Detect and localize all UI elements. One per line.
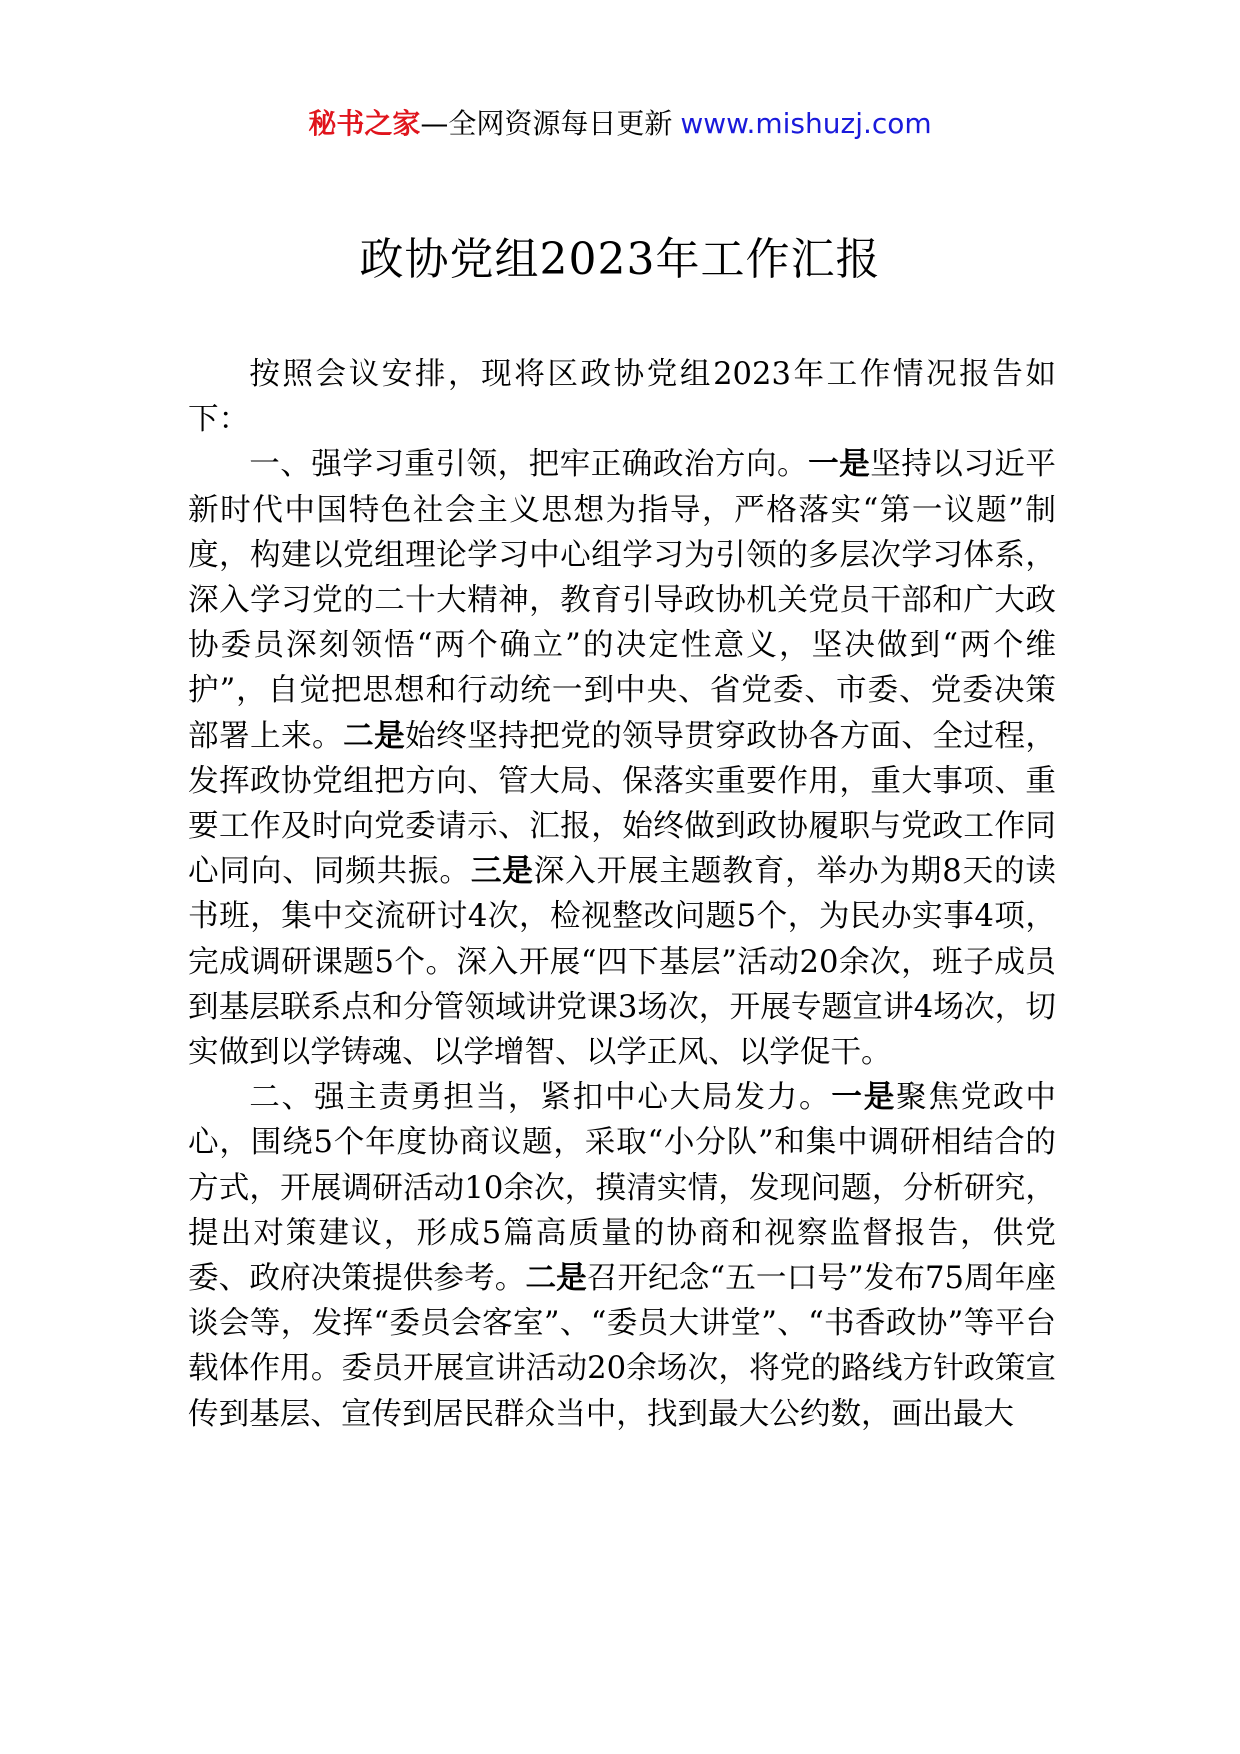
section-1-text-1: 坚持以习近平新时代中国特色社会主义思想为指导，严格落实“第一议题”制度，构建以党组理论学习中心组学习为引领的多层次学习体系，深入学习党的二十大精神，教育引导政协机关党员干部和广大政协委员深刻领悟“两个确立”的决定性意义，坚决做到“两个维护”，自觉把思想和行动统一到中央、省党委、市委、党委决策部署上来。 bbox=[188, 447, 1057, 754]
section-1-paragraph bbox=[188, 442, 1056, 1075]
section-1-marker-1: 一是 bbox=[808, 447, 871, 483]
document-title: 政协党组2023年工作汇报 bbox=[359, 234, 881, 285]
section-2-text-1: 聚焦党政中心，围绕5个年度协商议题，采取“小分队”和集中调研相结合的方式，开展调研活动10余次，摸清实情，发现问题，分析研究，提出对策建议，形成5篇高质量的协商和视察监督报告，供党委、政府决策提供参考。 bbox=[188, 1080, 1057, 1297]
section-1-marker-3: 三是 bbox=[470, 854, 534, 890]
section-2-marker-1: 一是 bbox=[831, 1080, 897, 1116]
section-1-text-2: 始终坚持把党的领导贯穿政协各方面、全过程，发挥政协党组把方向、管大局、保落实重要作用，重大事项、重要工作及时向党委请示、汇报，始终做到政协履职与党政工作同心同向、同频共振。 bbox=[188, 718, 1057, 890]
site-header bbox=[0, 102, 1240, 146]
document-body bbox=[188, 352, 1056, 1437]
section-1-heading: 一、强学习重引领，把牢正确政治方向。 bbox=[249, 447, 809, 483]
section-2-marker-2: 二是 bbox=[525, 1261, 587, 1297]
section-1-marker-2: 二是 bbox=[343, 718, 406, 754]
header-url-link[interactable]: www.mishuzj.com bbox=[680, 107, 932, 140]
section-2-paragraph bbox=[188, 1075, 1056, 1437]
section-2-heading: 二、强主责勇担当，紧扣中心大局发力。 bbox=[249, 1080, 832, 1116]
brand-name: 秘书之家 bbox=[308, 107, 421, 140]
header-tagline: —全网资源每日更新 bbox=[420, 107, 673, 140]
intro-paragraph: 按照会议安排，现将区政协党组2023年工作情况报告如下： bbox=[188, 357, 1056, 438]
section-2-text-2: 召开纪念“五一口号”发布75周年座谈会等，发挥“委员会客室”、“委员大讲堂”、“书香政协”等平台载体作用。委员开展宣讲活动20余场次，将党的路线方针政策宣传到基层、宣传到居民群众当中，找到最大公约数，画出最大 bbox=[188, 1261, 1056, 1432]
section-1-text-3: 深入开展主题教育，举办为期8天的读书班，集中交流研讨4次，检视整改问题5个，为民办实事4项，完成调研课题5个。深入开展“四下基层”活动20余次，班子成员到基层联系点和分管领域讲党课3场次，开展专题宣讲4场次，切实做到以学铸魂、以学增智、以学正风、以学促干。 bbox=[188, 854, 1057, 1071]
